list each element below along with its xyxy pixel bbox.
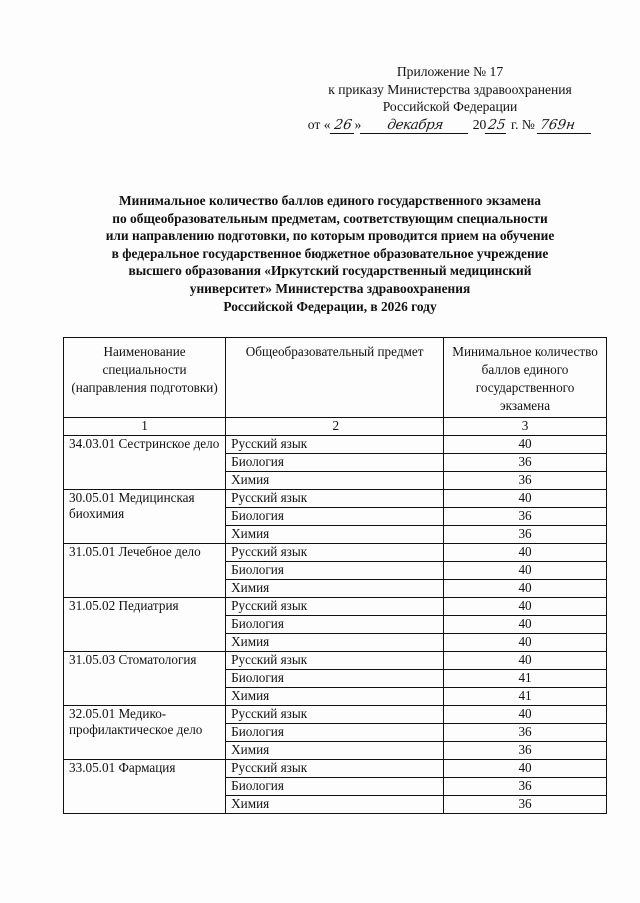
appendix-number: Приложение № 17 <box>396 64 504 79</box>
score-cell: 40 <box>444 760 607 778</box>
column-number: 3 <box>444 418 607 436</box>
specialty-cell: 31.05.03 Стоматология <box>64 652 226 706</box>
order-mid: » <box>354 116 362 132</box>
score-cell: 36 <box>444 724 607 742</box>
order-day-handwritten: 26 <box>329 118 355 134</box>
title-line-6: университет» Министерства здравоохранения <box>189 280 471 296</box>
title-line-5: высшего образования «Иркутский государственный медицинский <box>128 263 532 279</box>
score-cell: 36 <box>444 508 607 526</box>
subject-cell: Русский язык <box>226 760 444 778</box>
table-row <box>64 760 607 778</box>
score-cell: 41 <box>444 670 607 688</box>
subject-cell: Химия <box>226 526 444 544</box>
header-specialty: Наименование специальности (направления подготовки) <box>64 338 226 418</box>
score-cell: 40 <box>444 598 607 616</box>
order-date-line <box>300 116 600 134</box>
subject-cell: Биология <box>226 508 444 526</box>
header-subject: Общеобразовательный предмет <box>226 338 444 418</box>
header-min-score: Минимальное количество баллов единого государственного экзамена <box>444 338 607 418</box>
subject-cell: Химия <box>226 796 444 814</box>
column-number: 2 <box>226 418 444 436</box>
subject-cell: Биология <box>226 454 444 472</box>
table-header-row <box>64 338 607 418</box>
score-cell: 40 <box>444 616 607 634</box>
table-row <box>64 544 607 562</box>
title-line-4: в федеральное государственное бюджетное образовательное учреждение <box>111 245 549 261</box>
column-number: 1 <box>64 418 226 436</box>
score-cell: 36 <box>444 742 607 760</box>
order-year-unit: г. № <box>511 116 535 132</box>
order-year-prefix: 20 <box>472 116 487 132</box>
score-cell: 40 <box>444 634 607 652</box>
specialty-cell: 32.05.01 Медико-профилактическое дело <box>64 706 226 760</box>
score-cell: 36 <box>444 472 607 490</box>
appendix-ministry: Российской Федерации <box>382 99 518 114</box>
subject-cell: Русский язык <box>226 436 444 454</box>
subject-cell: Биология <box>226 616 444 634</box>
score-cell: 36 <box>444 454 607 472</box>
title-line-1: Минимальное количество баллов единого государственного экзамена <box>119 193 541 208</box>
subject-cell: Биология <box>226 724 444 742</box>
score-cell: 40 <box>444 562 607 580</box>
subject-cell: Русский язык <box>226 598 444 616</box>
score-cell: 40 <box>444 706 607 724</box>
subject-cell: Русский язык <box>226 544 444 562</box>
scores-table <box>63 337 607 814</box>
subject-cell: Химия <box>226 472 444 490</box>
title-line-7: Российской Федерации, в 2026 году <box>223 298 437 314</box>
title-line-2: по общеобразовательным предметам, соответствующим специальности <box>112 210 548 226</box>
table-row <box>64 652 607 670</box>
table-row <box>64 490 607 508</box>
subject-cell: Русский язык <box>226 706 444 724</box>
specialty-cell: 31.05.02 Педиатрия <box>64 598 226 652</box>
column-number-row <box>64 418 607 436</box>
order-number-handwritten: 769н <box>537 118 593 134</box>
table-row <box>64 706 607 724</box>
specialty-cell: 31.05.01 Лечебное дело <box>64 544 226 598</box>
score-cell: 40 <box>444 652 607 670</box>
table-row <box>64 436 607 454</box>
subject-cell: Биология <box>226 562 444 580</box>
subject-cell: Русский язык <box>226 652 444 670</box>
appendix-header <box>300 63 600 134</box>
subject-cell: Химия <box>226 742 444 760</box>
specialty-cell: 33.05.01 Фармация <box>64 760 226 814</box>
subject-cell: Химия <box>226 634 444 652</box>
score-cell: 40 <box>444 490 607 508</box>
score-cell: 40 <box>444 436 607 454</box>
document-title <box>60 192 600 315</box>
subject-cell: Биология <box>226 670 444 688</box>
subject-cell: Русский язык <box>226 490 444 508</box>
subject-cell: Биология <box>226 778 444 796</box>
order-month-handwritten: декабря <box>360 118 470 134</box>
appendix-order-ref: к приказу Министерства здравоохранения <box>328 81 572 97</box>
order-prefix: от « <box>307 116 331 132</box>
specialty-cell: 34.03.01 Сестринское дело <box>64 436 226 490</box>
specialty-cell: 30.05.01 Медицинская биохимия <box>64 490 226 544</box>
subject-cell: Химия <box>226 580 444 598</box>
score-cell: 41 <box>444 688 607 706</box>
title-line-3: или направлению подготовки, по которым проводится прием на обучение <box>105 228 555 244</box>
order-year-handwritten: 25 <box>485 118 509 134</box>
score-cell: 36 <box>444 526 607 544</box>
score-cell: 40 <box>444 544 607 562</box>
score-cell: 36 <box>444 778 607 796</box>
score-cell: 36 <box>444 796 607 814</box>
table-row <box>64 598 607 616</box>
score-cell: 40 <box>444 580 607 598</box>
subject-cell: Химия <box>226 688 444 706</box>
